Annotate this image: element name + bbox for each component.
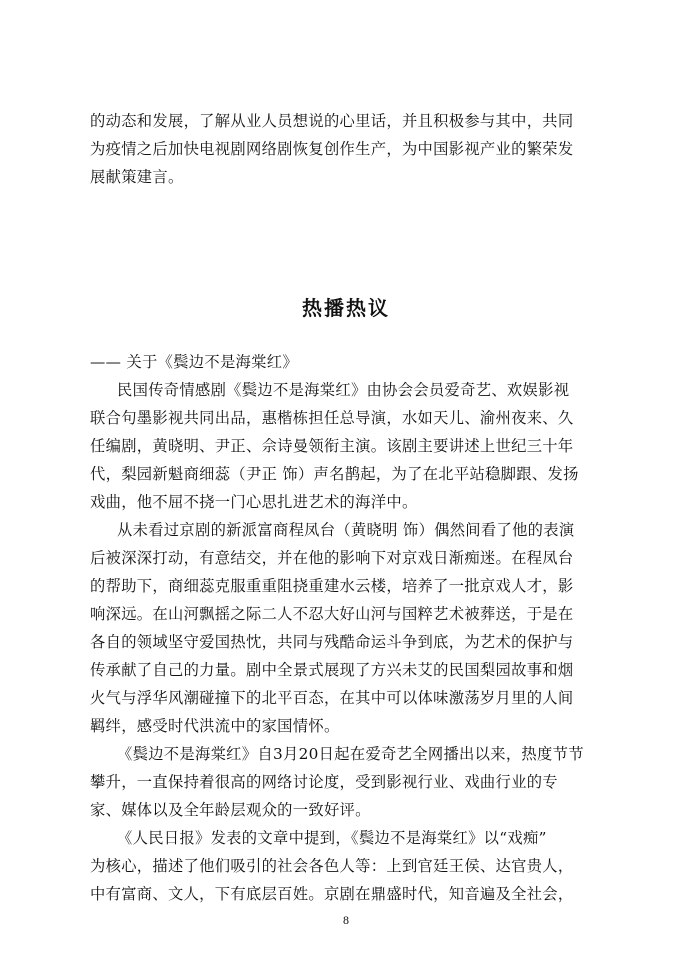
text-line: 中有富商、文人，下有底层百姓。京剧在鼎盛时代，知音遍及全社会， [90, 885, 574, 903]
section-title: 热播热议 [302, 296, 390, 320]
text-line: 为疫情之后加快电视剧网络剧恢复创作生产，为中国影视产业的繁荣发 [90, 140, 574, 158]
text-line: 展献策建言。 [90, 168, 184, 186]
text-line: 任编剧，黄晓明、尹正、佘诗曼领衔主演。该剧主要讲述上世纪三十年 [90, 437, 574, 455]
text-line: 火气与浮华风潮碰撞下的北平百态，在其中可以体味激荡岁月里的人间 [90, 689, 574, 707]
text-line: 的帮助下，商细蕊克服重重阻挠重建水云楼，培养了一批京戏人才，影 [90, 577, 574, 595]
text-line: 联合句墨影视共同出品，惠楷栋担任总导演，水如天儿、渝州夜来、久 [90, 409, 574, 427]
text-line: 民国传奇情感剧《鬓边不是海棠红》由协会会员爱奇艺、欢娱影视 [117, 381, 570, 399]
page-number: 8 [343, 913, 349, 927]
text-line: 代，梨园新魁商细蕊（尹正 饰）声名鹊起，为了在北平站稳脚跟、发扬 [90, 465, 579, 483]
text-line: 后被深深打动，有意结交，并在他的影响下对京戏日渐痴迷。在程凤台 [90, 549, 574, 567]
text-line: 为核心，描述了他们吸引的社会各色人等：上到官廷王侯、达官贵人， [90, 857, 574, 875]
text-line: 攀升，一直保持着很高的网络讨论度，受到影视行业、戏曲行业的专 [90, 773, 558, 791]
text-line: 家、媒体以及全年龄层观众的一致好评。 [90, 801, 371, 819]
text-line: 羁绊，感受时代洪流中的家国情怀。 [90, 717, 340, 735]
text-line: 《人民日报》发表的文章中提到，《鬓边不是海棠红》以“戏痴” [117, 829, 547, 847]
text-line: 的动态和发展，了解从业人员想说的心里话，并且积极参与其中，共同 [90, 112, 574, 130]
text-line: 《鬓边不是海棠红》自3月20日起在爱奇艺全网播出以来，热度节节 [117, 745, 584, 763]
text-line: 响深远。在山河飘摇之际二人不忍大好山河与国粹艺术被葬送，于是在 [90, 605, 574, 623]
text-line: 各自的领域坚守爱国热忱，共同与残酷命运斗争到底，为艺术的保护与 [90, 633, 574, 651]
subheading: —— 关于《鬓边不是海棠红》 [90, 353, 298, 371]
text-line: 传承献了自己的力量。剧中全景式展现了方兴未艾的民国梨园故事和烟 [90, 661, 574, 679]
text-line: 戏曲，他不屈不挠一门心思扎进艺术的海洋中。 [90, 493, 418, 511]
text-line: 从未看过京剧的新派富商程凤台（黄晓明 饰）偶然间看了他的表演 [117, 521, 575, 539]
